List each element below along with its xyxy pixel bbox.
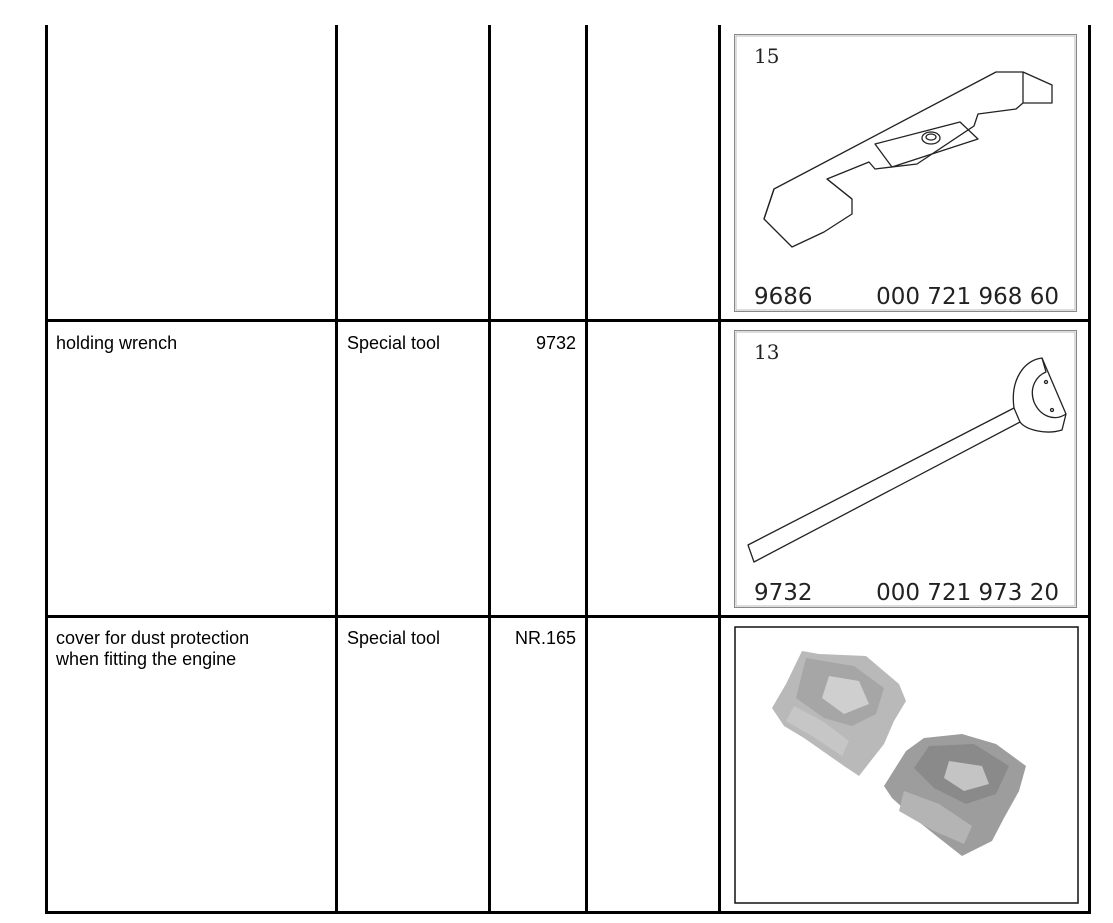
tool-image-9732 — [734, 330, 1077, 608]
tool-image-9686 — [734, 34, 1077, 312]
tool-number: NR.165 — [514, 628, 576, 648]
tool-type: Special tool — [347, 628, 441, 648]
tool-number: 9732 — [535, 333, 576, 353]
table-border-right — [1088, 25, 1091, 914]
tool-image-tool-number: 9732 — [754, 580, 813, 606]
tool-name-line-2: when fitting the engine — [56, 649, 237, 669]
row-divider-1 — [45, 319, 1091, 322]
table-border-left — [45, 25, 48, 914]
row-divider-2 — [45, 615, 1091, 618]
column-divider-3 — [585, 25, 588, 914]
tool-image-part-number: 000 721 968 60 — [876, 284, 1059, 310]
tool-image-index: 15 — [754, 44, 780, 68]
tool-type: Special tool — [347, 333, 441, 353]
tool-image-part-number: 000 721 973 20 — [876, 580, 1059, 606]
tool-name-line-1: cover for dust protection — [56, 628, 250, 648]
tool-image-index: 13 — [754, 340, 780, 364]
column-divider-2 — [488, 25, 491, 914]
tool-name: holding wrench — [56, 333, 178, 353]
tool-image-tool-number: 9686 — [754, 284, 813, 310]
column-divider-4 — [718, 25, 721, 914]
table-border-bottom — [45, 911, 1091, 914]
dust-cover-photo-icon — [734, 626, 1079, 904]
column-divider-1 — [335, 25, 338, 914]
